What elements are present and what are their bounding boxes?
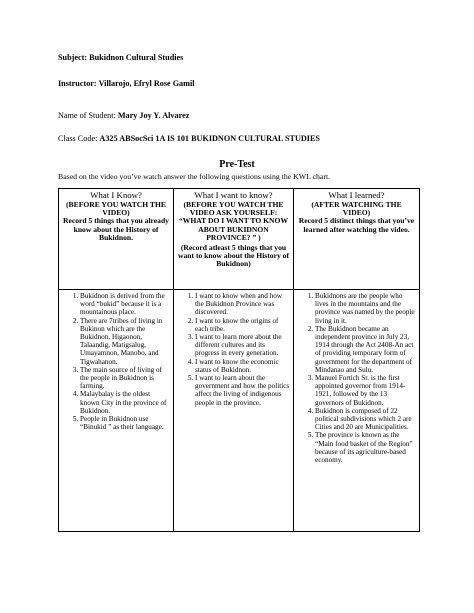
instructor-value: Villarojo, Efryl Rose Gamil — [98, 79, 195, 88]
learned-item: 1. Bukidnons are the people who lives in the mountains and the province was named by the people living in it. — [315, 292, 416, 325]
kwl-chart — [58, 188, 420, 532]
want-list-cell — [174, 290, 294, 532]
want-item: 2. I want to know the origins of each tribe. — [195, 317, 290, 333]
know-list-cell — [59, 290, 174, 532]
want-instruction: (Record atleast 5 things that you want to know about the History of Bukidnon) — [178, 242, 289, 269]
want-item: 4. I want to know the economic status of Bukidnon. — [195, 358, 290, 374]
learned-title: What I learned? — [328, 190, 385, 200]
want-item: 3. I want to learn more about the different cultures and its progress in every generation. — [195, 333, 290, 358]
instructor-label: Instructor: — [58, 79, 97, 88]
learned-list — [297, 292, 416, 464]
know-subtitle: (BEFORE YOU WATCH THE VIDEO) — [66, 199, 166, 217]
kwl-body-row — [59, 290, 420, 532]
know-item: 2. There are 7tribes of living in Bukinon which are the Bukidnon, Higaonon, Talaandig, Matigsalug, Umayamnon, Manobo, and Tigwahanon. — [80, 317, 170, 366]
want-header-cell — [174, 189, 294, 290]
instructor-line — [58, 79, 195, 89]
class-code-value: A325 ABSocSci 1A IS 101 BUKIDNON CULTURAL STUDIES — [99, 134, 320, 143]
learned-subtitle: (AFTER WATCHING THE VIDEO) — [311, 199, 402, 217]
student-line — [58, 111, 189, 121]
learned-item: 4. Bukidnon is composed of 22 political subdivisions which 2 are Cities and 20 are Municipalities. — [315, 407, 416, 432]
subject-label: Subject: — [58, 53, 88, 62]
know-title: What I Know? — [90, 190, 142, 200]
student-label: Name of Student: — [58, 111, 116, 120]
subject-line — [58, 53, 183, 63]
instructions-text: Based on the video you’ve watch answer the following questions using the KWL chart. — [58, 172, 331, 181]
want-item: 1. I want to know when and how the Bukidnon Province was discovered. — [195, 292, 290, 317]
learned-item: 3. Manuel Fortich Sr. is the first appointed governor from 1914-1921, followed by the 13 governors of Bukidnon. — [315, 374, 416, 407]
learned-item: 5. The province is known as the “Main food basket of the Region” because of its agriculture-based economy. — [315, 431, 416, 464]
learned-list-cell — [294, 290, 420, 532]
subject-value: Bukidnon Cultural Studies — [89, 53, 184, 62]
know-list — [62, 292, 170, 431]
want-list — [177, 292, 290, 407]
know-instruction: Record 5 things that you already know about the History of Bukidnon. — [63, 216, 169, 243]
page-title: Pre-Test — [219, 159, 255, 170]
want-item: 5. I want to learn about the government and how the politics affect the living of indigenous people in the province. — [195, 374, 290, 407]
know-item: 4. Malaybalay is the oldest known City in the province of Bukidnon. — [80, 390, 170, 415]
learned-header-cell — [294, 189, 420, 290]
know-item: 3. The main source of living of the people in Bukidnon is farming. — [80, 366, 170, 391]
learned-instruction: Record 5 distinct things that you’ve learned after watching the video. — [298, 216, 415, 234]
class-code-label: Class Code: — [58, 134, 98, 143]
know-item: 1. Bukidnon is derived from the word “bukid” because it is a mountainous place. — [80, 292, 170, 317]
want-title: What I want to know? — [194, 190, 273, 200]
know-header-cell — [59, 189, 174, 290]
learned-item: 2. The Bukidnon became an independent province in July 23, 1914 through the Act 2408-An act of providing temporary form of government for the department of Mindanao and Sulu. — [315, 325, 416, 374]
kwl-header-row — [59, 189, 420, 290]
want-subtitle: (BEFORE YOU WATCH THE VIDEO ASK YOURSELF: “WHAT DO I WANT TO KNOW ABOUT BUKIDNON PROVINCE? ” ) — [178, 199, 289, 243]
know-item: 5. People in Bukidnon use “Binukid ” as their language. — [80, 415, 170, 431]
class-code-line — [58, 134, 320, 144]
student-value: Mary Joy Y. Alvarez — [117, 111, 190, 120]
